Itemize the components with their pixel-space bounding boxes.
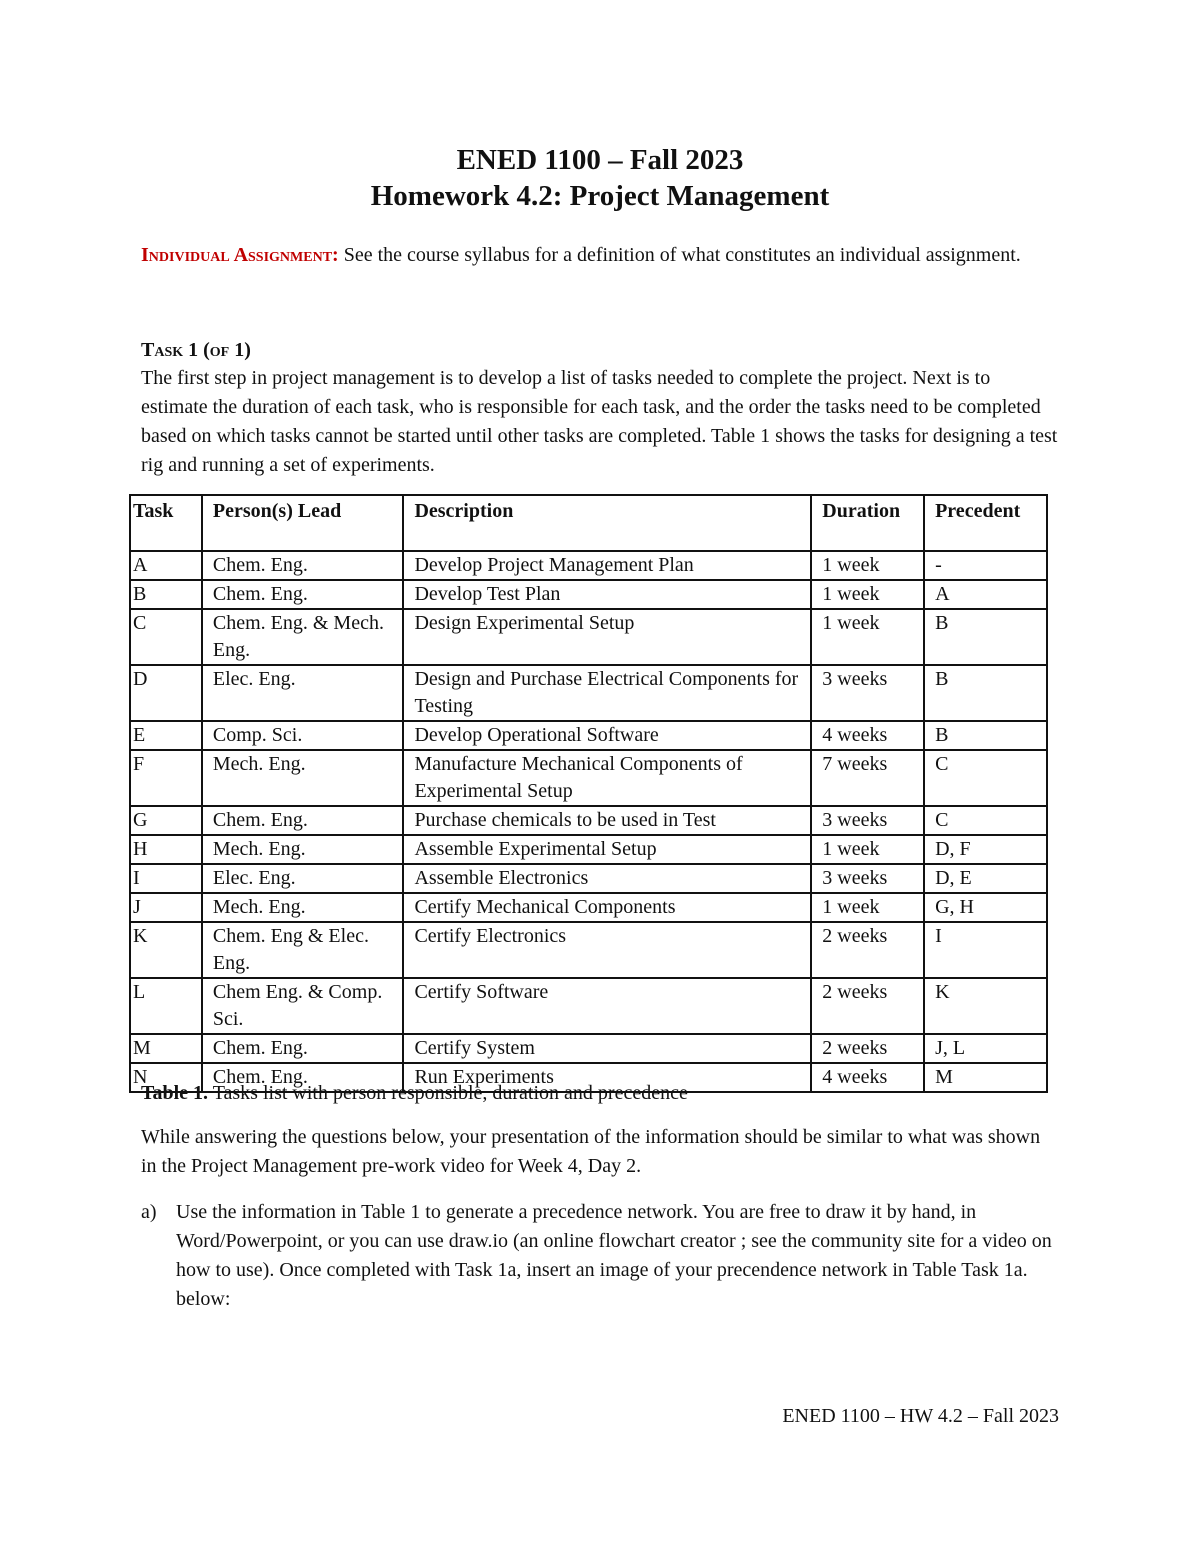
cell-duration: 2 weeks (811, 1034, 924, 1063)
cell-lead: Chem Eng. & Comp. Sci. (202, 978, 404, 1034)
cell-precedent: B (924, 665, 1047, 721)
task-heading: Task 1 (of 1) (141, 339, 251, 361)
cell-description: Develop Project Management Plan (403, 551, 811, 580)
cell-task: G (130, 806, 202, 835)
cell-duration: 4 weeks (811, 721, 924, 750)
cell-lead: Chem. Eng. (202, 551, 404, 580)
cell-precedent: B (924, 609, 1047, 665)
cell-task: C (130, 609, 202, 665)
table-row (130, 864, 1047, 893)
table-row (130, 806, 1047, 835)
instructions-paragraph: While answering the questions below, your presentation of the information should be similar to what was shown in the Project Management pre-work video for Week 4, Day 2. (141, 1126, 1041, 1177)
cell-precedent: J, L (924, 1034, 1047, 1063)
cell-task: K (130, 922, 202, 978)
table-row (130, 721, 1047, 750)
table-caption-text: Tasks list with person responsible, duration and precedence (208, 1082, 688, 1104)
cell-lead: Chem. Eng & Elec. Eng. (202, 922, 404, 978)
cell-lead: Chem. Eng. (202, 1063, 404, 1092)
header-task: Task (130, 495, 202, 551)
cell-task: B (130, 580, 202, 609)
header-description: Description (403, 495, 811, 551)
cell-description: Assemble Electronics (403, 864, 811, 893)
cell-lead: Mech. Eng. (202, 750, 404, 806)
task-intro-paragraph: The first step in project management is to develop a list of tasks needed to complete the project. Next is to estimate the duration of each task, who is responsible for each task, and the order the tasks need to be completed based on which tasks cannot be started until other tasks are completed. Table 1 shows the tasks for designing a test rig and running a set of experiments. (141, 367, 1058, 476)
cell-task: J (130, 893, 202, 922)
cell-description: Develop Test Plan (403, 580, 811, 609)
table-row (130, 978, 1047, 1034)
cell-duration: 1 week (811, 609, 924, 665)
cell-precedent: - (924, 551, 1047, 580)
cell-description: Develop Operational Software (403, 721, 811, 750)
cell-lead: Mech. Eng. (202, 893, 404, 922)
cell-task: M (130, 1034, 202, 1063)
cell-lead: Chem. Eng. (202, 580, 404, 609)
cell-precedent: D, F (924, 835, 1047, 864)
cell-lead: Elec. Eng. (202, 665, 404, 721)
cell-description: Assemble Experimental Setup (403, 835, 811, 864)
individual-assignment-label: Individual Assignment: (141, 244, 339, 266)
cell-duration: 2 weeks (811, 922, 924, 978)
cell-task: A (130, 551, 202, 580)
question-a (141, 1198, 1059, 1314)
cell-description: Certify Software (403, 978, 811, 1034)
cell-precedent: K (924, 978, 1047, 1034)
cell-precedent: M (924, 1063, 1047, 1092)
table-row (130, 580, 1047, 609)
table-body (130, 551, 1047, 1092)
cell-duration: 1 week (811, 835, 924, 864)
table-row (130, 665, 1047, 721)
cell-description: Purchase chemicals to be used in Test (403, 806, 811, 835)
cell-lead: Elec. Eng. (202, 864, 404, 893)
table-row (130, 551, 1047, 580)
cell-duration: 3 weeks (811, 806, 924, 835)
cell-lead: Chem. Eng. & Mech. Eng. (202, 609, 404, 665)
cell-task: F (130, 750, 202, 806)
table-row (130, 609, 1047, 665)
cell-duration: 7 weeks (811, 750, 924, 806)
cell-task: N (130, 1063, 202, 1092)
table-row (130, 1034, 1047, 1063)
cell-task: I (130, 864, 202, 893)
cell-lead: Chem. Eng. (202, 806, 404, 835)
cell-task: H (130, 835, 202, 864)
cell-lead: Comp. Sci. (202, 721, 404, 750)
cell-duration: 3 weeks (811, 864, 924, 893)
individual-assignment-paragraph (141, 241, 1059, 270)
cell-duration: 4 weeks (811, 1063, 924, 1092)
cell-task: E (130, 721, 202, 750)
table-row (130, 893, 1047, 922)
cell-precedent: A (924, 580, 1047, 609)
tasks-table (129, 494, 1048, 1093)
cell-description: Certify Mechanical Components (403, 893, 811, 922)
cell-lead: Chem. Eng. (202, 1034, 404, 1063)
cell-precedent: D, E (924, 864, 1047, 893)
cell-precedent: G, H (924, 893, 1047, 922)
cell-description: Design Experimental Setup (403, 609, 811, 665)
cell-description: Manufacture Mechanical Components of Experimental Setup (403, 750, 811, 806)
cell-duration: 3 weeks (811, 665, 924, 721)
cell-precedent: I (924, 922, 1047, 978)
header-duration: Duration (811, 495, 924, 551)
question-a-label: a) (141, 1201, 157, 1223)
header-lead: Person(s) Lead (202, 495, 404, 551)
cell-duration: 1 week (811, 893, 924, 922)
question-a-text: Use the information in Table 1 to generate a precedence network. You are free to draw it by hand, in Word/Powerpoint, or you can use draw.io (an online flowchart creator ; see the community site for a video on how to use). Once completed with Task 1a, insert an image of your precendence network in Table Task 1a. below: (176, 1201, 1052, 1310)
individual-assignment-text: See the course syllabus for a definition of what constitutes an individual assignment. (338, 244, 1021, 266)
table-row (130, 922, 1047, 978)
table-caption (141, 1079, 1059, 1108)
cell-duration: 2 weeks (811, 978, 924, 1034)
cell-description: Design and Purchase Electrical Components for Testing (403, 665, 811, 721)
cell-duration: 1 week (811, 551, 924, 580)
table-caption-label: Table 1. (141, 1082, 209, 1104)
table-row (130, 750, 1047, 806)
cell-task: L (130, 978, 202, 1034)
cell-description: Certify System (403, 1034, 811, 1063)
cell-precedent: B (924, 721, 1047, 750)
cell-precedent: C (924, 750, 1047, 806)
table-row (130, 835, 1047, 864)
cell-description: Run Experiments (403, 1063, 811, 1092)
table-header-row (130, 495, 1047, 551)
cell-task: D (130, 665, 202, 721)
header-precedent: Precedent (924, 495, 1047, 551)
cell-description: Certify Electronics (403, 922, 811, 978)
document-title-line2: Homework 4.2: Project Management (370, 180, 830, 212)
document-title-line1: ENED 1100 – Fall 2023 (456, 144, 744, 176)
cell-precedent: C (924, 806, 1047, 835)
page-footer: ENED 1100 – HW 4.2 – Fall 2023 (782, 1405, 1059, 1427)
cell-duration: 1 week (811, 580, 924, 609)
cell-lead: Mech. Eng. (202, 835, 404, 864)
